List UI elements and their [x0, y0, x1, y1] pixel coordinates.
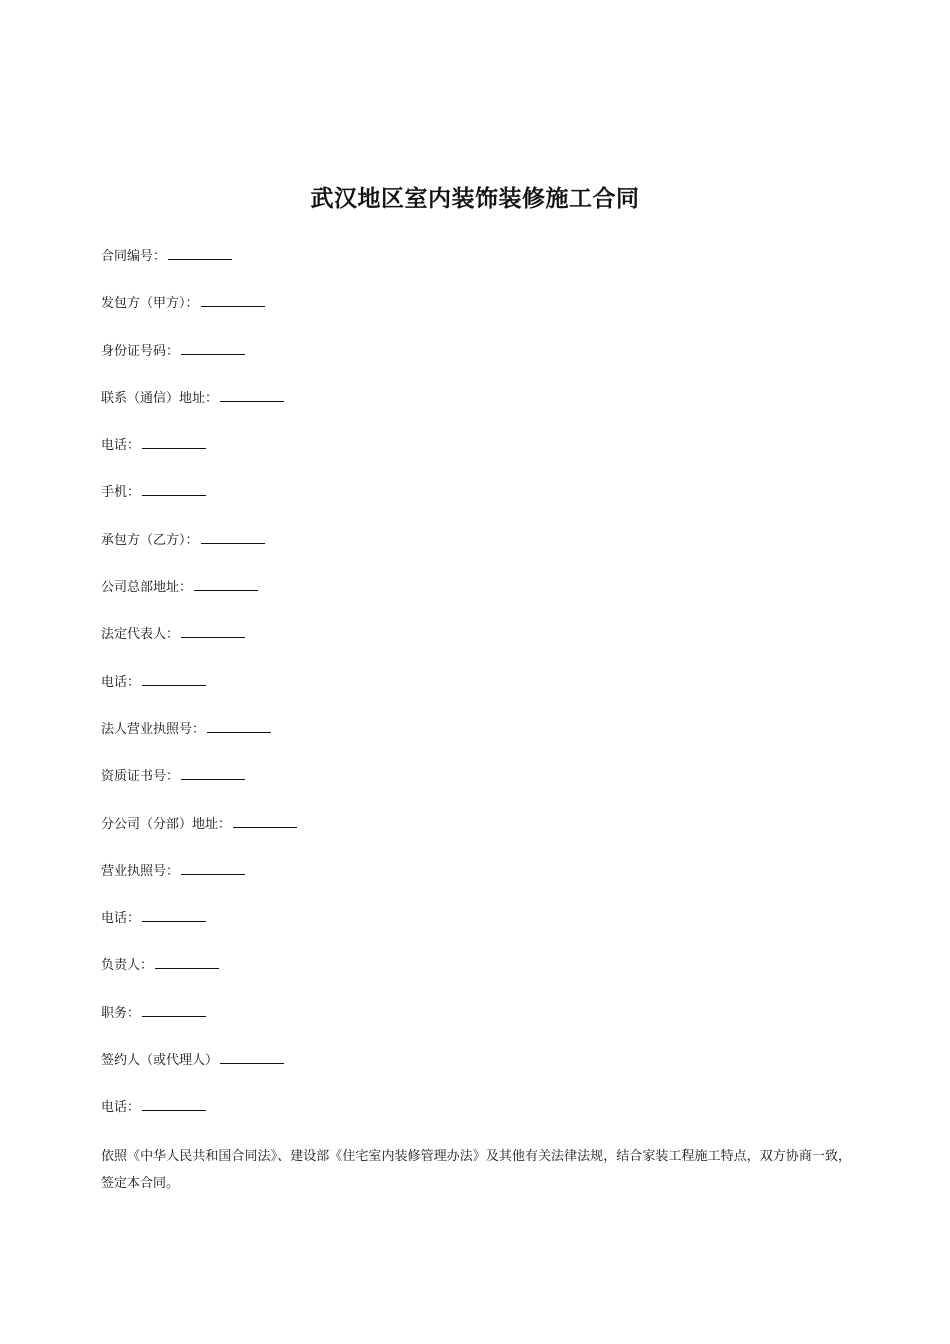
field-contract-number [101, 245, 861, 292]
fill-in-blank[interactable] [194, 576, 258, 591]
fill-in-blank[interactable] [142, 1002, 206, 1017]
field-label: 电话： [101, 1100, 141, 1116]
field-hq-address [101, 576, 861, 623]
field-person-in-charge [101, 954, 861, 1001]
field-label: 负责人： [101, 958, 154, 974]
fill-in-blank[interactable] [181, 765, 245, 780]
field-business-license [101, 718, 861, 765]
field-label: 发包方（甲方）： [101, 296, 199, 312]
field-label: 签约人（或代理人） [101, 1053, 219, 1069]
fill-in-blank[interactable] [142, 671, 206, 686]
field-contact-address [101, 387, 861, 434]
field-label: 法定代表人： [101, 627, 180, 643]
field-label: 电话： [101, 438, 141, 454]
fill-in-blank[interactable] [207, 718, 271, 733]
preamble-paragraph: 依照《中华人民共和国合同法》、建设部《住宅室内装修管理办法》及其他有关法律法规，结合家装工程施工特点，双方协商一致，签定本合同。 [101, 1149, 851, 1191]
fill-in-blank[interactable] [201, 529, 265, 544]
fill-in-blank[interactable] [233, 813, 297, 828]
fill-in-blank[interactable] [181, 860, 245, 875]
field-label: 电话： [101, 911, 141, 927]
fill-in-blank[interactable] [142, 1096, 206, 1111]
field-phone [101, 434, 861, 481]
field-id-number [101, 340, 861, 387]
fill-in-blank[interactable] [142, 907, 206, 922]
fill-in-blank[interactable] [168, 245, 232, 260]
document-title: 武汉地区室内装饰装修施工合同 [310, 186, 640, 212]
fill-in-blank[interactable] [142, 434, 206, 449]
field-phone [101, 671, 861, 718]
fill-in-blank[interactable] [155, 954, 219, 969]
field-signatory [101, 1049, 861, 1096]
party-info-fields [101, 245, 861, 1144]
field-label: 分公司（分部）地址： [101, 816, 232, 832]
field-party-a [101, 292, 861, 339]
field-phone [101, 907, 861, 954]
field-label: 身份证号码： [101, 343, 180, 359]
fill-in-blank[interactable] [181, 623, 245, 638]
field-label: 职务： [101, 1005, 141, 1021]
field-label: 营业执照号： [101, 863, 180, 879]
fill-in-blank[interactable] [181, 340, 245, 355]
field-label: 合同编号： [101, 249, 167, 264]
field-label: 电话： [101, 674, 141, 690]
fill-in-blank[interactable] [220, 387, 284, 402]
field-phone [101, 1096, 861, 1143]
field-legal-representative [101, 623, 861, 670]
field-branch-address [101, 813, 861, 860]
field-mobile [101, 481, 861, 528]
field-party-b [101, 529, 861, 576]
field-label: 承包方（乙方）： [101, 532, 199, 548]
fill-in-blank[interactable] [201, 292, 265, 307]
field-label: 法人营业执照号： [101, 721, 206, 737]
field-branch-license [101, 860, 861, 907]
field-label: 公司总部地址： [101, 580, 193, 596]
field-qualification-certificate [101, 765, 861, 812]
fill-in-blank[interactable] [142, 481, 206, 496]
field-label: 手机： [101, 485, 141, 501]
field-label: 联系（通信）地址： [101, 390, 219, 406]
fill-in-blank[interactable] [220, 1049, 284, 1064]
field-label: 资质证书号： [101, 769, 180, 785]
field-position [101, 1002, 861, 1049]
